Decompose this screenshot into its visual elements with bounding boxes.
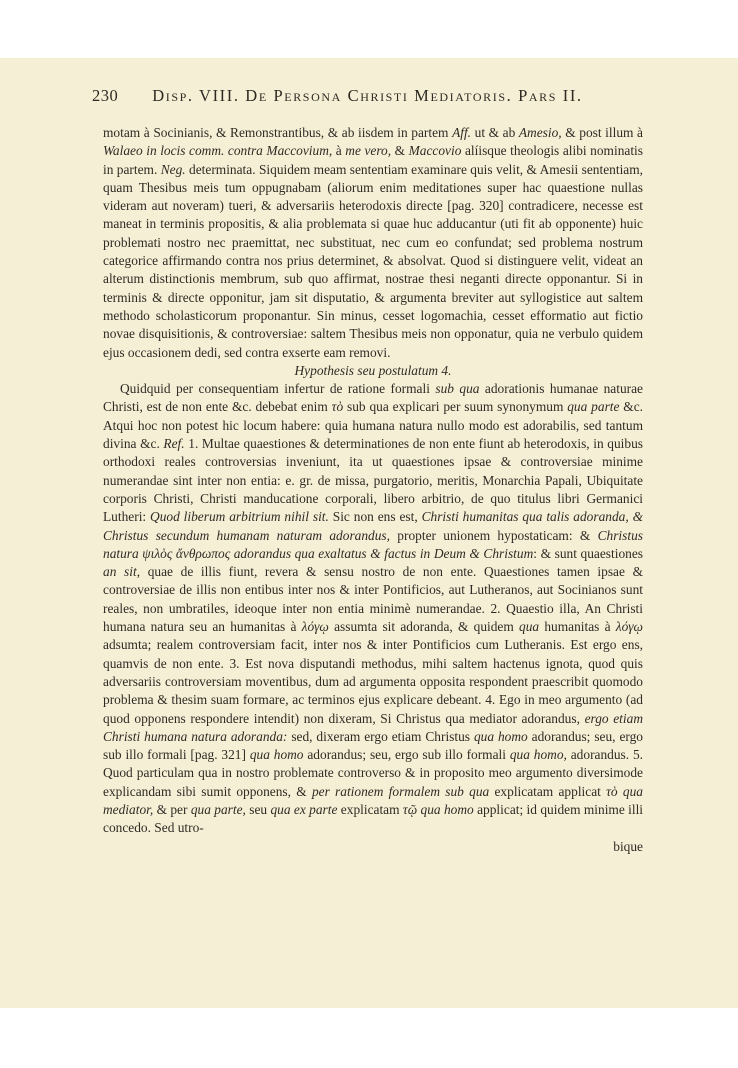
bottom-margin [0,1008,738,1068]
body-text [103,124,643,856]
book-page [0,58,738,1008]
running-header [92,86,652,110]
section-heading: Hypothesis seu postulatum 4. [294,362,452,378]
top-margin [0,0,738,58]
running-head-title: Disp. VIII. De Personа Christi Mediatoris. Pars II. [152,86,583,105]
page-number: 230 [92,86,119,105]
catchword: bique [613,838,643,854]
paragraph-2: Quidquid per consequentiam infertur de ratione formali sub qua adorationis humanae naturae Christi, est de non ente &c. debebat enim τὸ sub qua explicari per suum synonymum qua parte &c. Atqui hoc non potest hic locum habere: quia humana natura nullo modo est adorabilis, sed tantum divina &c. Ref. 1. Multae quaestiones & determinationes de non ente fiunt ab heterodoxis, in quibus orthodoxi reales controversias inveniunt, ita ut quaestiones ipsae & controversiae minime numerandae sint inter non entia: e. gr. de missa, purgatorio, meritis, Monarchia Papali, Ubiquitate corporis Christi, Christi manducatione corporali, libero arbitrio, de quo titulus libri Germanici Lutheri: Quod liberum arbitrium nihil sit. Sic non ens est, Christi humanitas qua talis adoranda, & Christus secundum humanam naturam adorandus, propter unionem hypostaticam: & Christus natura ψιλὸς ἄνθρωπος adorandus qua exaltatus & factus in Deum & Christum: & sunt quaestiones an sit, quae de illis fiunt, revera & sensu nostro de non ente. Quaestiones tamen ipsae & controversiae de illis non entibus inter nos & inter Pontificios, aut Lutheranos, aut Socinianos sunt reales, non umbratiles, ideoque inter non entia minimè numerandae. 2. Quaestio illa, An Christi humana natura seu an humanitas à λόγῳ assumta sit adoranda, & quidem qua humanitas à λόγῳ adsumta; realem controversiam facit, inter nos & inter Pontificios cum Lutheranis. Est ergo ens, quamvis de non ente. 3. Est nova disputandi methodus, mihi saltem hactenus ignota, quod quis adversariis controversiam moventibus, dum ad argumenta opposita respondent praescribit quomodo problema & thesim suam formare, ac terminos ejus explicare debeant. 4. Ego in meo argumento (ad quod opponens respondere intendit) non dixeram, Si Christus qua mediator adorandus, ergo etiam Christi humana natura adoranda: sed, dixeram ergo etiam Christus qua homo adorandus; seu, ergo sub illo formali [pag. 321] qua homo adorandus; seu, ergo sub illo formali qua homo, adorandus. 5. Quod particulam qua in nostro problemate controverso & in proposito meo argumento diversimode explicandam sibi sumit opponens, & per rationem formalem sub qua explicatam applicat τὸ qua mediator, & per qua parte, seu qua ex parte explicatam τῷ qua homo applicat; id quidem minime illi concedo. Sed utro- [103,381,644,836]
paragraph-1: motam à Socinianis, & Remonstrantibus, & ab iisdem in partem Aff. ut & ab Amesio, & post illum à Walaeo in locis comm. contra Maccovium, à me vero, & Maccovio alíisque theologis alibi nominatis in partem. Neg. determinata. Siquidem meam sententiam examinare quis velit, & Amesii sententiam, quam Thesibus meis tum oppugnabam (aliorum enim meditationes super hac quaestione nullas videram aut noveram) tueri, & adversariis heterodoxis directe [pag. 320] contradicere, necesse est maneat in terminis propositis, & alia problemata si quae huc adducantur (uti fit ab opponente) huic problemati nostro nec praemittat, nec substituat, nec cum eo confundat; sed problema nostrum categorice affirmando contra nos prius determinet, & absolvat. Quod si distinguere velit, videat an alterum distinctionis membrum, sub quo affirmat, nostrae thesi neganti directe opponantur. Si in terminis & directe opponitur, jam sit disputatio, & argumenta breviter aut syllogistice aut saltem methodo scholasticorum proponantur. Sin minus, cesset logomachia, cesset efformatio aut fictio novae disquisitionis, & controversiae: saltem Thesibus meis non opponatur, quia ne verbulo quidem ejus occasionem dedi, sed contra exserte eam removi. [103,125,644,360]
